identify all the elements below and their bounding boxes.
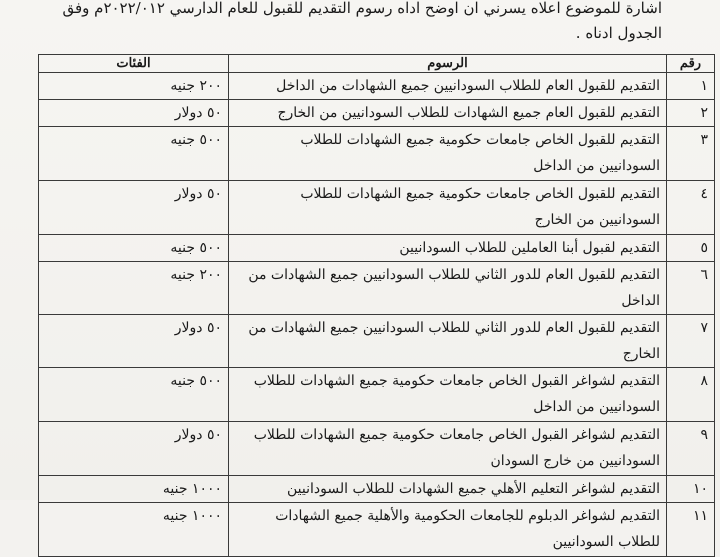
row-fee-description: التقديم للقبول العام للدور الثاني للطلاب السودانيين جميع الشهادات من الداخل bbox=[229, 262, 667, 315]
table-row bbox=[39, 476, 715, 503]
row-number: ٦ bbox=[667, 262, 715, 315]
row-number: ٨ bbox=[667, 368, 715, 422]
row-category-amount: ١٠٠٠ جنيه bbox=[39, 476, 229, 503]
row-category-amount: ٢٠٠ جنيه bbox=[39, 262, 229, 315]
row-category-amount: ٥٠ دولار bbox=[39, 315, 229, 368]
table-row bbox=[39, 73, 715, 100]
intro-line-2: الجدول ادناه . bbox=[575, 24, 662, 42]
table-header-row bbox=[39, 55, 715, 73]
table-row bbox=[39, 262, 715, 315]
row-number: ٤ bbox=[667, 181, 715, 235]
row-category-amount: ٥٠ دولار bbox=[39, 100, 229, 127]
row-number: ٢ bbox=[667, 100, 715, 127]
row-category-amount: ٥٠٠ جنيه bbox=[39, 368, 229, 422]
table-row bbox=[39, 315, 715, 368]
row-category-amount: ٢٠٠ جنيه bbox=[39, 73, 229, 100]
row-number: ٩ bbox=[667, 422, 715, 476]
row-fee-description: التقديم لشواغر الدبلوم للجامعات الحكومية والأهلية جميع الشهادات للطلاب السودانيين bbox=[229, 503, 667, 557]
table-row bbox=[39, 422, 715, 476]
row-fee-description: التقديم للقبول الخاص جامعات حكومية جميع الشهادات للطلاب السودانيين من الخارج bbox=[229, 181, 667, 235]
header-fees: الرسوم bbox=[229, 55, 667, 73]
intro-line-1: اشارة للموضوع اعلاه يسرني ان اوضح اداه رسوم التقديم للقبول للعام الدارسي ٢٠٢٢/٠١٢م وفق bbox=[62, 0, 662, 17]
row-category-amount: ٥٠٠ جنيه bbox=[39, 127, 229, 181]
header-categories: الفئات bbox=[39, 55, 229, 73]
row-fee-description: التقديم للقبول العام للطلاب السودانيين جميع الشهادات من الداخل bbox=[229, 73, 667, 100]
row-fee-description: التقديم للقبول الخاص جامعات حكومية جميع الشهادات للطلاب السودانيين من الداخل bbox=[229, 127, 667, 181]
fees-table bbox=[38, 54, 715, 557]
row-number: ٧ bbox=[667, 315, 715, 368]
row-category-amount: ٥٠٠ جنيه bbox=[39, 235, 229, 262]
row-fee-description: التقديم للقبول العام للدور الثاني للطلاب السودانيين جميع الشهادات من الخارج bbox=[229, 315, 667, 368]
table-row bbox=[39, 368, 715, 422]
table-row bbox=[39, 503, 715, 557]
row-fee-description: التقديم للقبول العام جميع الشهادات للطلاب السودانيين من الخارج bbox=[229, 100, 667, 127]
table-row bbox=[39, 235, 715, 262]
row-number: ٣ bbox=[667, 127, 715, 181]
row-category-amount: ٥٠ دولار bbox=[39, 181, 229, 235]
row-number: ١ bbox=[667, 73, 715, 100]
table-row bbox=[39, 100, 715, 127]
row-number: ١١ bbox=[667, 503, 715, 557]
table-row bbox=[39, 127, 715, 181]
row-category-amount: ٥٠ دولار bbox=[39, 422, 229, 476]
header-number: رقم bbox=[667, 55, 715, 73]
row-fee-description: التقديم لشواغر التعليم الأهلي جميع الشهادات للطلاب السودانيين bbox=[229, 476, 667, 503]
row-category-amount: ١٠٠٠ جنيه bbox=[39, 503, 229, 557]
row-fee-description: التقديم لشواغر القبول الخاص جامعات حكومية جميع الشهادات للطلاب السودانيين من الداخل bbox=[229, 368, 667, 422]
row-number: ١٠ bbox=[667, 476, 715, 503]
row-fee-description: التقديم لشواغر القبول الخاص جامعات حكومية جميع الشهادات للطلاب السودانيين من خارج السودان bbox=[229, 422, 667, 476]
row-number: ٥ bbox=[667, 235, 715, 262]
table-row bbox=[39, 181, 715, 235]
intro-paragraph bbox=[12, 0, 662, 46]
row-fee-description: التقديم لقبول أبنا العاملين للطلاب السودانيين bbox=[229, 235, 667, 262]
